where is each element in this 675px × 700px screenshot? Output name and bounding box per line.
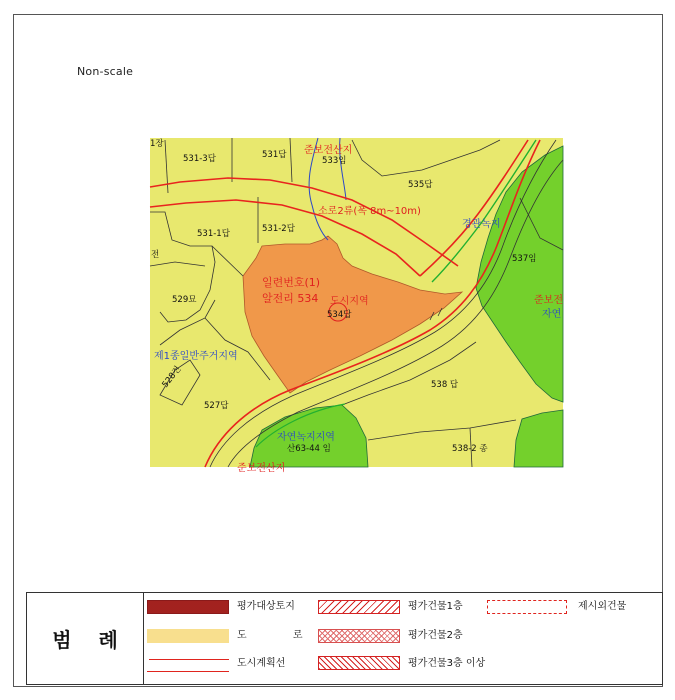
label-serial-number: 일련번호(1) — [262, 276, 321, 289]
label-parcel-533: 533임 — [322, 156, 347, 166]
legend-swatch-excluded-building — [487, 600, 567, 614]
legend-label-excluded-building: 제시외건물 — [578, 601, 627, 612]
map-graphic — [150, 138, 563, 474]
label-parcel-531-1: 531-1답 — [197, 229, 230, 239]
legend-title: 범 례 — [27, 593, 144, 684]
legend-label-planning-line: 도시계획선 — [237, 658, 286, 669]
scale-note: Non-scale — [77, 65, 134, 78]
label-parcel-538: 538 답 — [431, 380, 459, 390]
label-parcel-538-2: 538-2 종 — [452, 444, 488, 454]
legend-swatch-subject-land — [147, 600, 229, 614]
label-zone-natural-green: 자연녹지지역 — [277, 432, 335, 443]
label-parcel-528: 528전 — [160, 364, 184, 390]
cadastral-map — [150, 138, 563, 474]
label-zone-semi-conservation-right: 준보전 — [534, 295, 563, 306]
legend-swatch-road — [147, 629, 229, 643]
legend-label-building-2f: 평가건물2층 — [408, 630, 463, 641]
label-road-name: 소로2류(폭 8m~10m) — [318, 206, 421, 217]
planning-line-sample-bottom — [147, 671, 229, 672]
label-zone-urban: 도시지역 — [330, 296, 369, 307]
label-zone-semi-conservation-bottom: 준보전산지 — [237, 463, 286, 474]
planning-line-sample-top — [149, 659, 229, 660]
label-parcel-534: 534답 — [327, 310, 352, 320]
label-subject-address: 알전리 534 — [262, 292, 319, 305]
label-zone-residential: 제1종일반주거지역 — [154, 351, 238, 362]
legend-swatch-planning-line — [147, 655, 229, 673]
label-parcel-529: 529묘 — [172, 295, 197, 305]
label-parcel-527: 527답 — [204, 401, 229, 411]
label-zone-semi-conservation-top: 준보전산지 — [304, 145, 353, 156]
legend-label-subject-land: 평가대상토지 — [237, 601, 295, 612]
legend-swatch-building-3f-plus — [318, 656, 400, 670]
label-parcel-531-2: 531-2답 — [262, 224, 295, 234]
label-parcel-top-left: 1장 — [150, 139, 164, 149]
label-parcel-san63-44: 산63-44 임 — [287, 444, 331, 454]
label-zone-natural-right: 자연 — [542, 309, 562, 320]
label-parcel-537: 537임 — [512, 254, 537, 264]
legend-label-road: 도 로 — [237, 630, 303, 641]
label-parcel-531: 531답 — [262, 150, 287, 160]
label-parcel-535: 535답 — [408, 180, 433, 190]
legend-box — [26, 592, 663, 685]
label-zone-landscape-green: 경관녹지 — [462, 219, 501, 230]
legend-label-building-3f-plus: 평가건물3층 이상 — [408, 658, 486, 669]
label-parcel-531-3: 531-3답 — [183, 154, 216, 164]
legend-label-building-1f: 평가건물1층 — [408, 601, 463, 612]
legend-swatch-building-1f — [318, 600, 400, 614]
label-parcel-field-left: 전 — [151, 250, 160, 260]
legend-swatch-building-2f — [318, 629, 400, 643]
